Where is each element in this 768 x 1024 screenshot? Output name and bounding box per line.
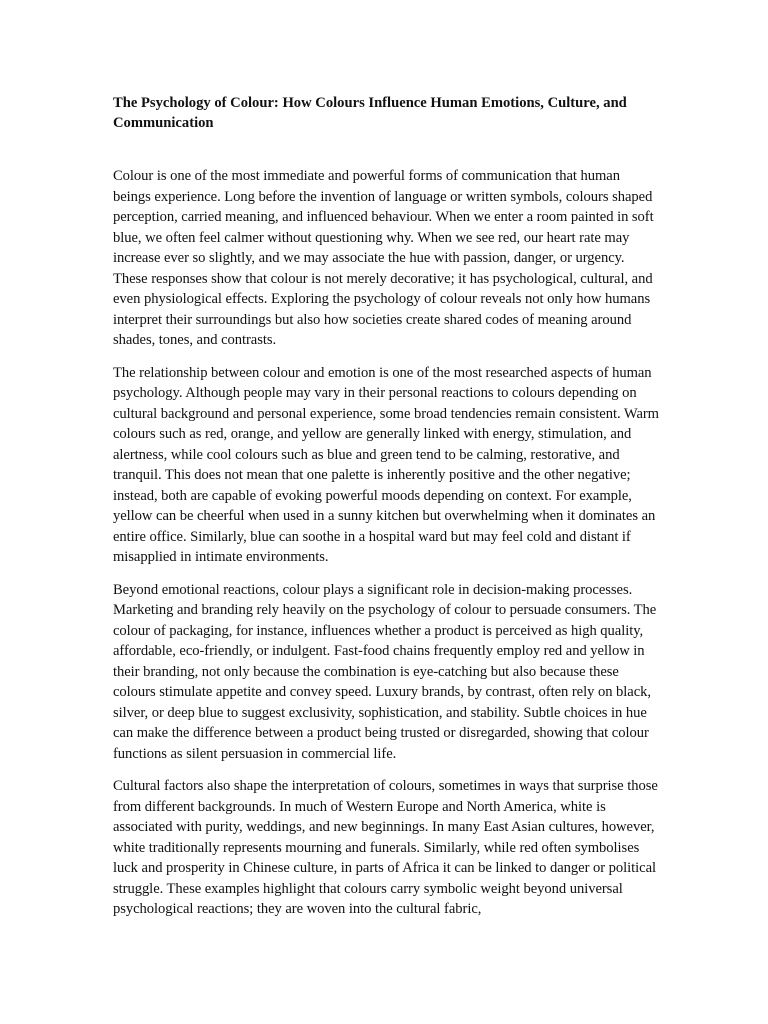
document-page (113, 93, 659, 932)
document-title: The Psychology of Colour: How Colours Influence Human Emotions, Culture, and Communication (113, 95, 627, 131)
paragraph-1: Colour is one of the most immediate and powerful forms of communication that human beings experience. Long before the invention of language or written symbols, colours shaped perception, carried meaning, and influenced behaviour. When we enter a room painted in soft blue, we often feel calmer without questioning why. When we see red, our heart rate may increase ever so slightly, and we may associate the hue with passion, danger, or urgency. These responses show that colour is not merely decorative; it has psychological, cultural, and even physiological effects. Exploring the psychology of colour reveals not only how humans interpret their surroundings but also how societies create shared codes of meaning around shades, tones, and contrasts. (113, 168, 654, 348)
paragraph-4: Cultural factors also shape the interpretation of colours, sometimes in ways that surprise those from different backgrounds. In much of Western Europe and North America, white is associated with purity, weddings, and new beginnings. In many East Asian cultures, however, white traditionally represents mourning and funerals. Similarly, while red often symbolises luck and prosperity in Chinese culture, in parts of Africa it can be linked to danger or political struggle. These examples highlight that colours carry symbolic weight beyond universal psychological reactions; they are woven into the cultural fabric, (113, 778, 658, 917)
paragraph-3: Beyond emotional reactions, colour plays a significant role in decision-making processes. Marketing and branding rely heavily on the psychology of colour to persuade consumers. The colour of packaging, for instance, influences whether a product is perceived as high quality, affordable, eco-friendly, or indulgent. Fast-food chains frequently employ red and yellow in their branding, not only because the combination is eye-catching but also because these colours stimulate appetite and convey speed. Luxury brands, by contrast, often rely on black, silver, or deep blue to suggest exclusivity, sophistication, and stability. Subtle choices in hue can make the difference between a product being trusted or disregarded, showing that colour functions as silent persuasion in commercial life. (113, 581, 657, 762)
paragraph-2: The relationship between colour and emotion is one of the most researched aspects of human psychology. Although people may vary in their personal reactions to colours depending on cultural background and personal experience, some broad tendencies remain consistent. Warm colours such as red, orange, and yellow are generally linked with energy, stimulation, and alertness, while cool colours such as blue and green tend to be calming, restorative, and tranquil. This does not mean that one palette is inherently positive and the other negative; instead, both are capable of evoking powerful moods depending on context. For example, yellow can be cheerful when used in a sunny kitchen but overwhelming when it dominates an entire office. Similarly, blue can soothe in a hospital ward but may feel cold and distant if misapplied in intimate environments. (113, 364, 659, 565)
